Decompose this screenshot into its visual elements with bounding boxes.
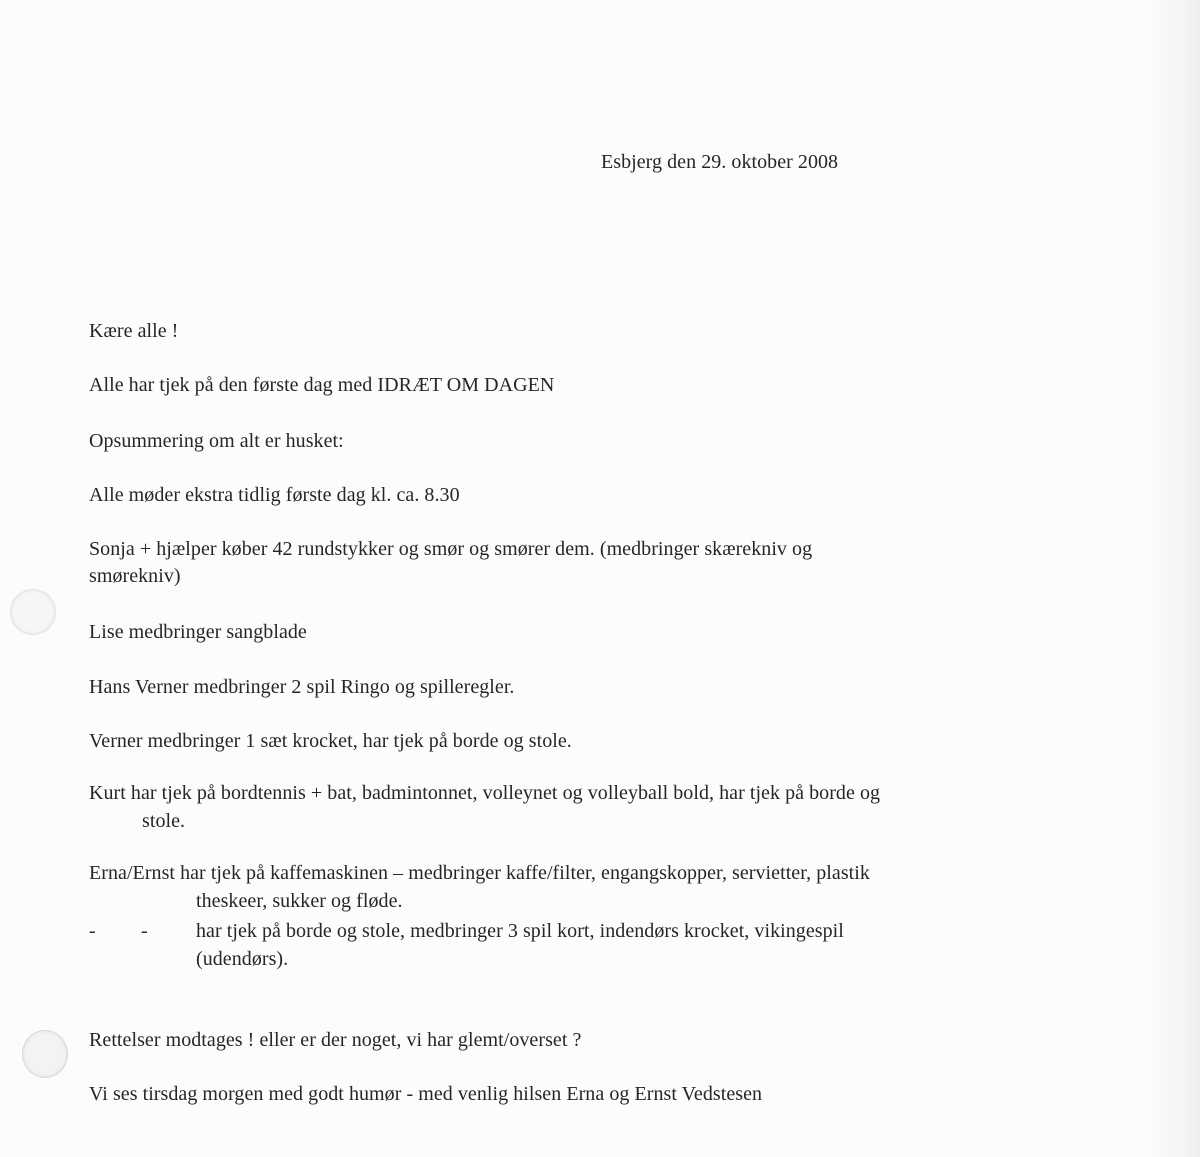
letter-paragraph: Lise medbringer sangblade	[89, 621, 307, 643]
letter-paragraph: Verner medbringer 1 sæt krocket, har tjek på borde og stole.	[89, 730, 572, 752]
letter-paragraph-continuation: (udendørs).	[196, 948, 289, 970]
letter-date: Esbjerg den 29. oktober 2008	[601, 151, 839, 173]
punch-hole-icon	[22, 1030, 68, 1078]
ditto-mark: -	[141, 920, 148, 942]
letter-paragraph-continuation: theskeer, sukker og fløde.	[196, 890, 403, 912]
page-edge-shadow	[1148, 0, 1200, 1157]
letter-paragraph: Hans Verner medbringer 2 spil Ringo og spilleregler.	[89, 676, 515, 698]
letter-paragraph: Rettelser modtages ! eller er der noget, vi har glemt/overset ?	[89, 1029, 582, 1051]
letter-paragraph: Alle har tjek på den første dag med IDRÆT OM DAGEN	[89, 374, 555, 396]
letter-paragraph: Opsummering om alt er husket:	[89, 430, 344, 452]
letter-paragraph: Alle møder ekstra tidlig første dag kl. ca. 8.30	[89, 484, 460, 506]
letter-paragraph: Erna/Ernst har tjek på kaffemaskinen – medbringer kaffe/filter, engangskopper, servietter, plastik	[89, 862, 870, 884]
letter-paragraph-continuation: smørekniv)	[89, 565, 181, 587]
letter-greeting: Kære alle !	[89, 320, 179, 342]
letter-paragraph: har tjek på borde og stole, medbringer 3 spil kort, indendørs krocket, vikingespil	[196, 920, 844, 942]
letter-paragraph-continuation: stole.	[142, 810, 186, 832]
letter-paragraph: Sonja + hjælper køber 42 rundstykker og smør og smører dem. (medbringer skærekniv og	[89, 538, 813, 560]
punch-hole-icon	[10, 589, 56, 635]
ditto-mark: -	[89, 920, 96, 942]
letter-paragraph: Kurt har tjek på bordtennis + bat, badmintonnet, volleynet og volleyball bold, har tjek på borde og	[89, 782, 881, 804]
letter-closing: Vi ses tirsdag morgen med godt humør - med venlig hilsen Erna og Ernst Vedstesen	[89, 1083, 763, 1105]
